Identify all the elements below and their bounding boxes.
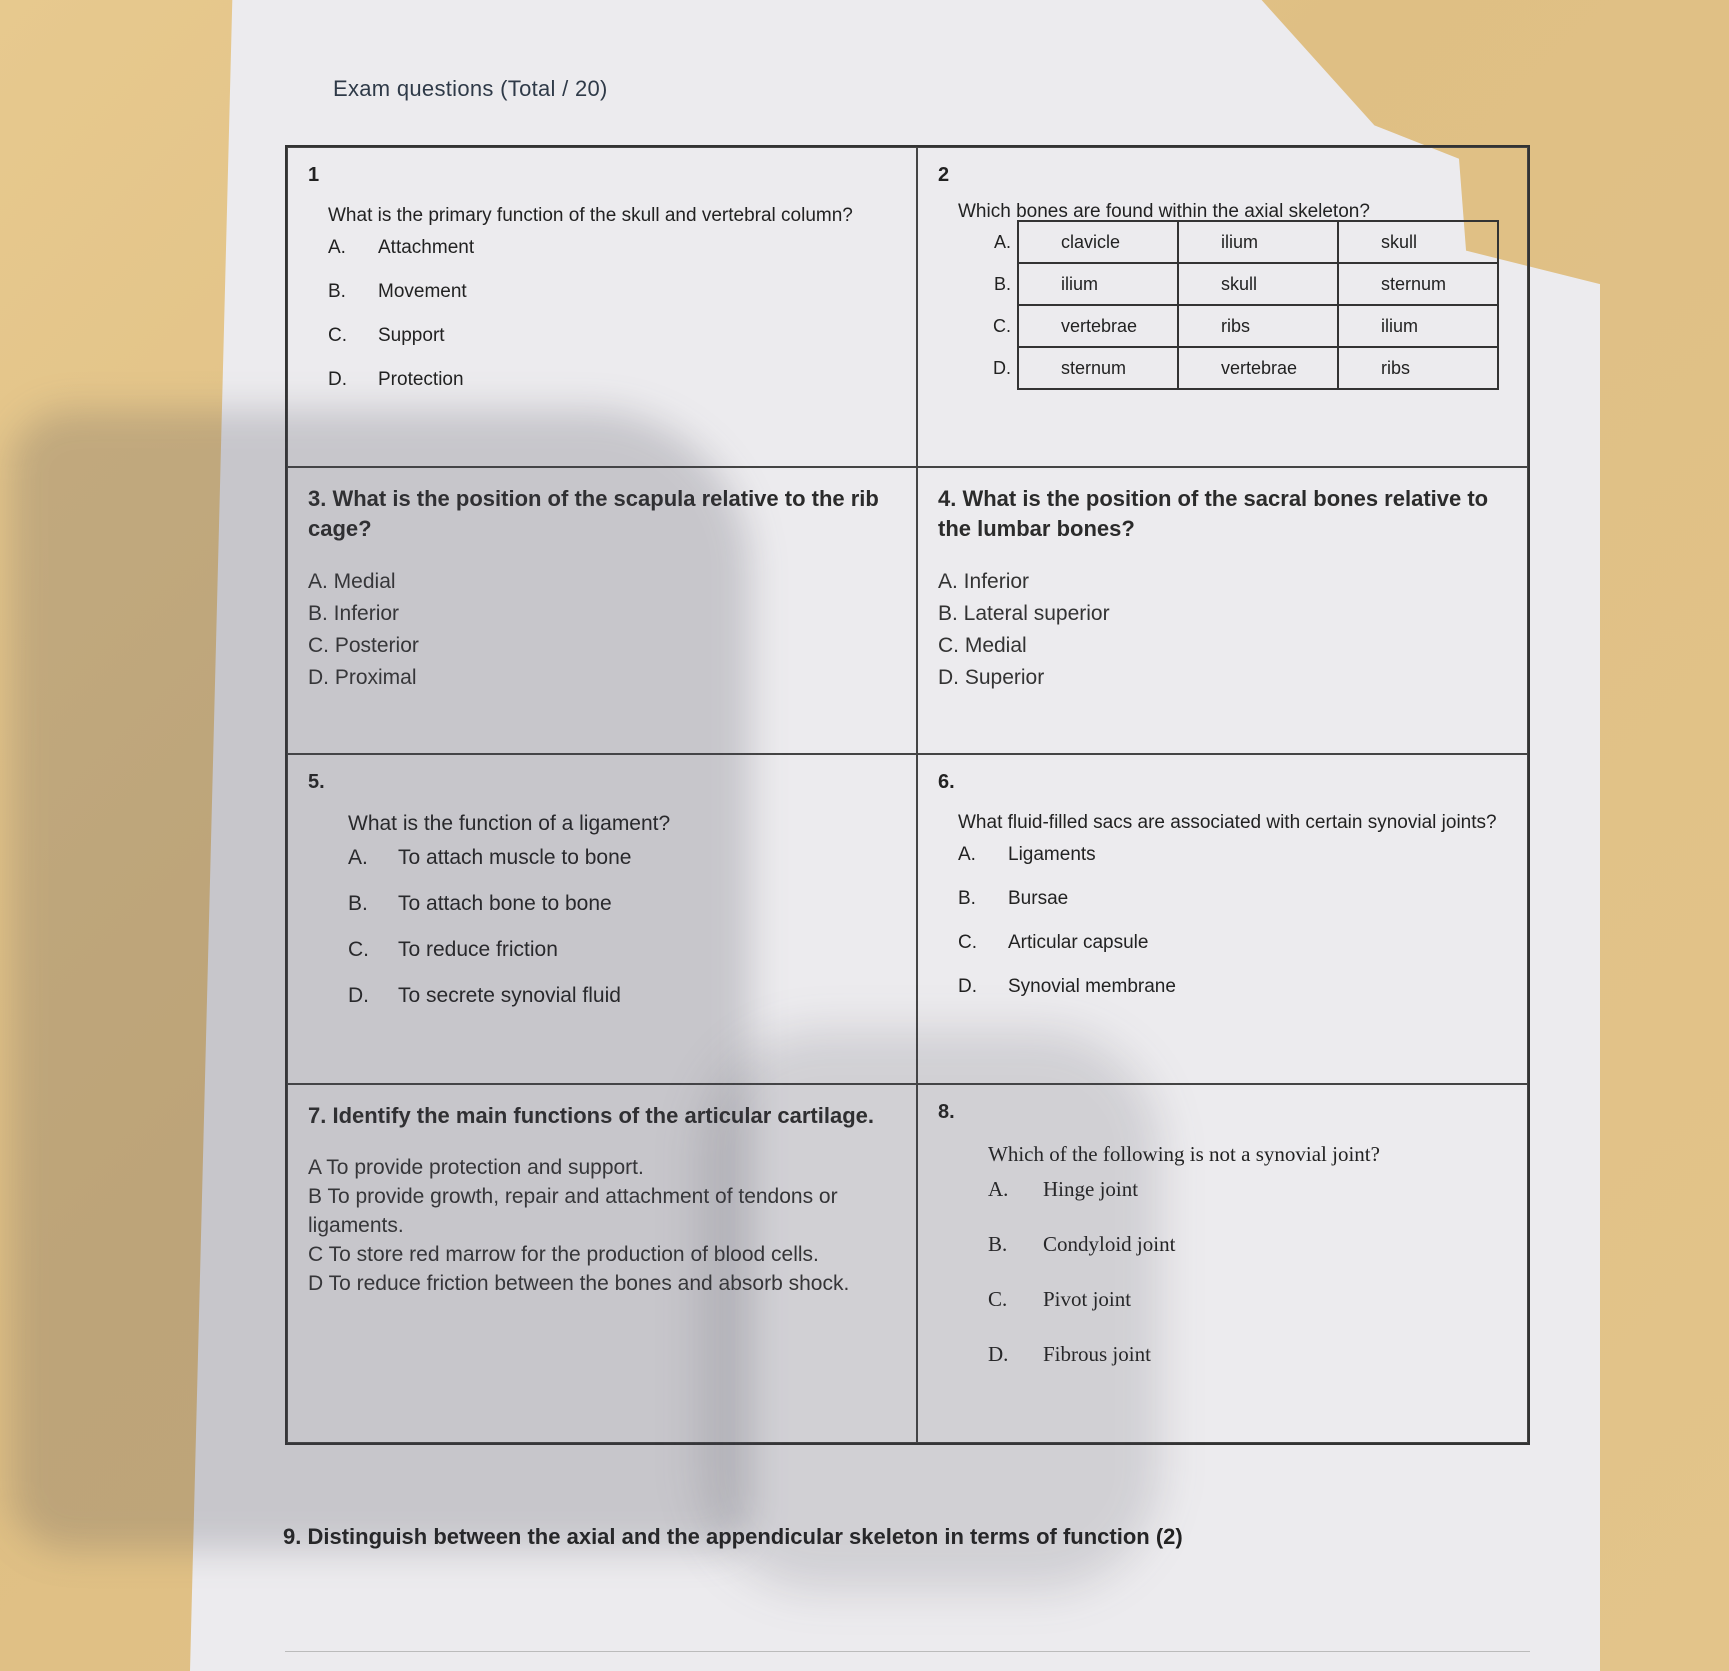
- option: B. To attach bone to bone: [348, 892, 612, 915]
- question-4: [917, 467, 1528, 754]
- option: C. Articular capsule: [958, 932, 1149, 953]
- option: B To provide growth, repair and attachment of tendons or ligaments.: [308, 1185, 838, 1237]
- question-text: 4. What is the position of the sacral bones relative to the lumbar bones?: [938, 486, 1489, 541]
- option: A To provide protection and support.: [308, 1156, 644, 1179]
- options: [938, 566, 1507, 694]
- question-text: What is the function of a ligament?: [348, 812, 671, 835]
- question-9: 9. Distinguish between the axial and the appendicular skeleton in terms of function (2): [283, 1524, 1183, 1549]
- option: A. Ligaments: [958, 844, 1096, 865]
- question-number: 2: [938, 164, 950, 186]
- options: [308, 1153, 896, 1298]
- table-row: C. vertebrae ribs ilium: [978, 305, 1498, 347]
- question-7: [287, 1084, 917, 1443]
- option: D. Protection: [328, 369, 464, 390]
- table-row: B. ilium skull sternum: [978, 263, 1498, 305]
- table-row: D. sternum vertebrae ribs: [978, 347, 1498, 389]
- option: A. To attach muscle to bone: [348, 846, 632, 869]
- options: [308, 566, 896, 694]
- question-text: What is the primary function of the skull and vertebral column?: [328, 205, 853, 226]
- option: C. Support: [328, 325, 445, 346]
- option: C To store red marrow for the production of blood cells.: [308, 1243, 819, 1266]
- question-text: What fluid-filled sacs are associated with certain synovial joints?: [958, 812, 1497, 833]
- question-number: 5.: [308, 771, 325, 793]
- question-text: Which of the following is not a synovial joint?: [988, 1142, 1380, 1166]
- option: C. Pivot joint: [988, 1287, 1132, 1311]
- question-6: [917, 754, 1528, 1084]
- bones-table: [978, 220, 1499, 390]
- question-text: 3. What is the position of the scapula relative to the rib cage?: [308, 486, 879, 541]
- option: A. Inferior: [938, 570, 1030, 593]
- table-row: A. clavicle ilium skull: [978, 221, 1498, 263]
- option: D. Proximal: [308, 666, 417, 689]
- option: C. Posterior: [308, 634, 419, 657]
- option: C. To reduce friction: [348, 938, 558, 961]
- question-5: [287, 754, 917, 1084]
- question-number: 1: [308, 164, 320, 186]
- option: B. Condyloid joint: [988, 1232, 1176, 1256]
- question-number: 6.: [938, 771, 955, 793]
- option: D To reduce friction between the bones and absorb shock.: [308, 1272, 850, 1295]
- question-number: 8.: [938, 1101, 955, 1123]
- option: D. Superior: [938, 666, 1045, 689]
- option: A. Medial: [308, 570, 396, 593]
- question-grid: [285, 145, 1530, 1445]
- option: B. Movement: [328, 281, 467, 302]
- option: A. Attachment: [328, 237, 475, 258]
- question-text: 7. Identify the main functions of the articular cartilage.: [308, 1103, 874, 1128]
- page-heading: Exam questions (Total / 20): [333, 76, 608, 101]
- option: B. Bursae: [958, 888, 1069, 909]
- option: D. Synovial membrane: [958, 976, 1176, 997]
- option: B. Inferior: [308, 602, 400, 625]
- option: D. To secrete synovial fluid: [348, 984, 621, 1007]
- question-1: [287, 147, 917, 467]
- answer-line: [285, 1651, 1530, 1652]
- option: D. Fibrous joint: [988, 1342, 1151, 1366]
- option: B. Lateral superior: [938, 602, 1110, 625]
- question-text: Which bones are found within the axial skeleton?: [958, 201, 1370, 222]
- question-2: [917, 147, 1528, 467]
- question-3: [287, 467, 917, 754]
- option: C. Medial: [938, 634, 1027, 657]
- question-8: [917, 1084, 1528, 1443]
- option: A. Hinge joint: [988, 1177, 1139, 1201]
